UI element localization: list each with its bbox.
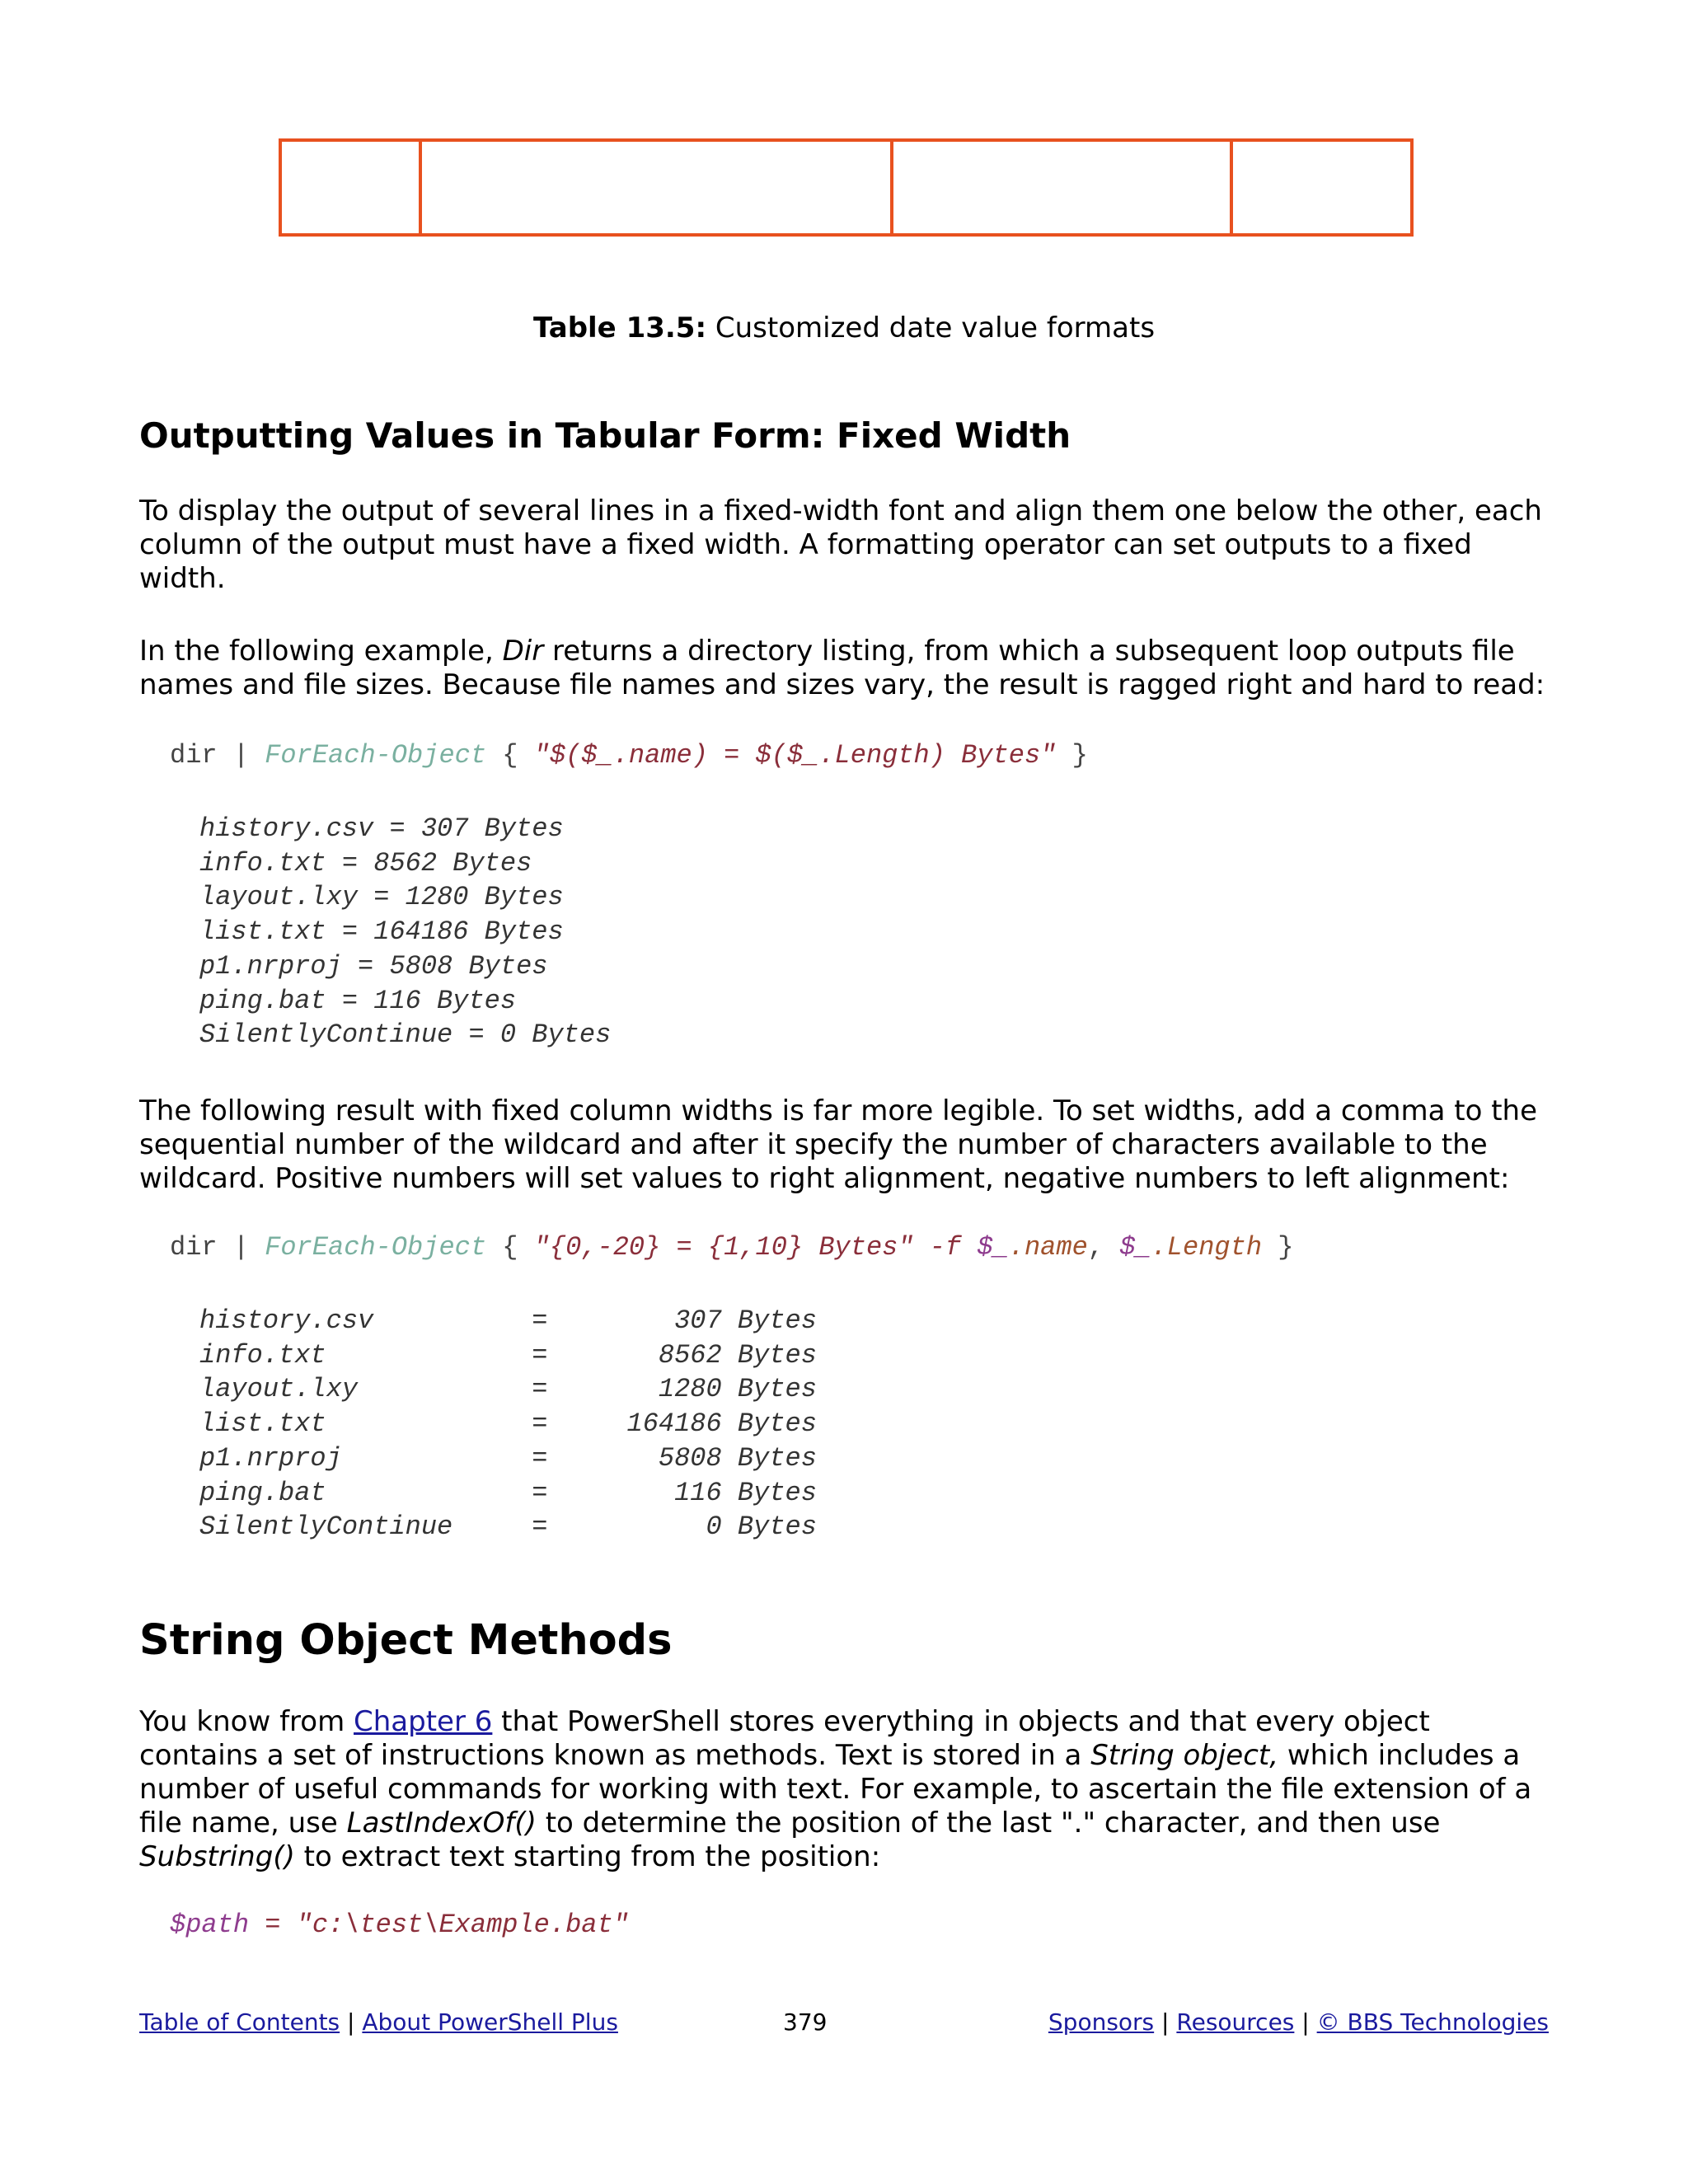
text: that PowerShell stores everything in objects and that every object contains a set of instructions known as methods. Text is stored in a <box>139 1705 1430 1772</box>
paragraph-fixed-width-intro: To display the output of several lines in a fixed-width font and align them one below the other, each column of the output must have a fixed width. A formatting operator can set outputs to a fixed width. <box>139 494 1542 595</box>
about-powershell-plus-link[interactable]: About PowerShell Plus <box>362 2008 618 2036</box>
separator: | <box>1294 2008 1317 2036</box>
resources-link[interactable]: Resources <box>1176 2008 1295 2036</box>
code-block-3 <box>170 1909 629 1942</box>
table-row <box>280 140 1412 235</box>
separator: | <box>340 2008 363 2036</box>
text: to determine the position of the last "." character, and then use <box>536 1807 1441 1840</box>
code-property: .name <box>1008 1232 1088 1263</box>
text: returns a directory listing, from which a subsequent loop outputs file names and file sizes. Because file names and sizes vary, the result is ragged right and hard to read: <box>139 635 1545 701</box>
text: You know from <box>139 1705 354 1738</box>
code-string: "c:\test\Example.bat" <box>296 1910 629 1940</box>
code-token: { <box>486 1232 534 1263</box>
chapter-6-link[interactable]: Chapter 6 <box>354 1705 493 1738</box>
paragraph-fixed-width-explanation: The following result with fixed column widths is far more legible. To set widths, add a comma to the sequential number of the wildcard and after it specify the number of characters available to the wildcard. Positive numbers will set values to right alignment, negative numbers to left alignment: <box>139 1094 1538 1195</box>
bbs-technologies-link[interactable]: © BBS Technologies <box>1316 2008 1549 2036</box>
page-footer <box>139 2004 1549 2041</box>
code-cmdlet: ForEach-Object <box>265 1232 487 1263</box>
sponsors-link[interactable]: Sponsors <box>1048 2008 1155 2036</box>
code-variable: $_ <box>977 1232 1009 1263</box>
table-of-contents-link[interactable]: Table of Contents <box>139 2008 340 2036</box>
table-cell <box>1231 140 1412 235</box>
code-string: "{0,-20} = {1,10} Bytes" <box>533 1232 914 1263</box>
code-operator: -f <box>913 1232 978 1263</box>
code-token: , <box>1087 1232 1120 1263</box>
footer-left-links <box>139 2004 618 2041</box>
code-string: "$($_.name) = $($_.Length) Bytes" <box>533 740 1057 771</box>
italic-term: Substring() <box>139 1840 295 1873</box>
code-block-1 <box>170 739 1088 772</box>
section-heading-fixed-width: Outputting Values in Tabular Form: Fixed Width <box>139 415 1071 456</box>
italic-term: Dir <box>502 635 544 668</box>
table-cell <box>280 140 420 235</box>
code-token: } <box>1056 740 1088 771</box>
footer-right-links <box>1048 2004 1549 2041</box>
code-property: .Length <box>1151 1232 1263 1263</box>
italic-term: LastIndexOf() <box>346 1807 537 1840</box>
text: to extract text starting from the position: <box>294 1840 881 1873</box>
page-number: 379 <box>783 2008 828 2036</box>
paragraph-string-methods <box>139 1705 1557 1874</box>
code-token: { <box>486 740 534 771</box>
output-block-ragged: history.csv = 307 Bytes info.txt = 8562 Bytes layout.lxy = 1280 Bytes list.txt = 164186 Bytes p1.nrproj = 5808 Bytes ping.bat = 116 Bytes SilentlyContinue = 0 Bytes <box>199 813 612 1051</box>
italic-term: String object, <box>1090 1739 1279 1772</box>
section-heading-string-methods: String Object Methods <box>139 1616 673 1665</box>
caption-text: Customized date value formats <box>706 312 1156 344</box>
table-cell <box>892 140 1231 235</box>
code-variable: $path <box>170 1910 250 1940</box>
paragraph-dir-example <box>139 635 1557 702</box>
code-block-2 <box>170 1231 1293 1264</box>
caption-label: Table 13.5: <box>532 312 707 344</box>
code-token: } <box>1262 1232 1294 1263</box>
code-cmdlet: ForEach-Object <box>265 740 487 771</box>
date-format-table <box>279 138 1414 237</box>
text: In the following example, <box>139 635 503 668</box>
code-variable: $_ <box>1119 1232 1151 1263</box>
text: which includes a number of useful commands for working with text. For example, to ascertain the file extension of a file name, use <box>139 1739 1532 1840</box>
separator: | <box>1154 2008 1177 2036</box>
table-cell <box>420 140 892 235</box>
code-token: dir | <box>170 1232 265 1263</box>
output-block-aligned: history.csv = 307 Bytes info.txt = 8562 Bytes layout.lxy = 1280 Bytes list.txt = 164186 Bytes p1.nrproj = 5808 Bytes ping.bat = 116 Bytes SilentlyContinue = 0 Bytes <box>199 1305 817 1543</box>
table-caption <box>0 310 1688 346</box>
code-operator: = <box>249 1910 297 1940</box>
code-token: dir | <box>170 740 265 771</box>
